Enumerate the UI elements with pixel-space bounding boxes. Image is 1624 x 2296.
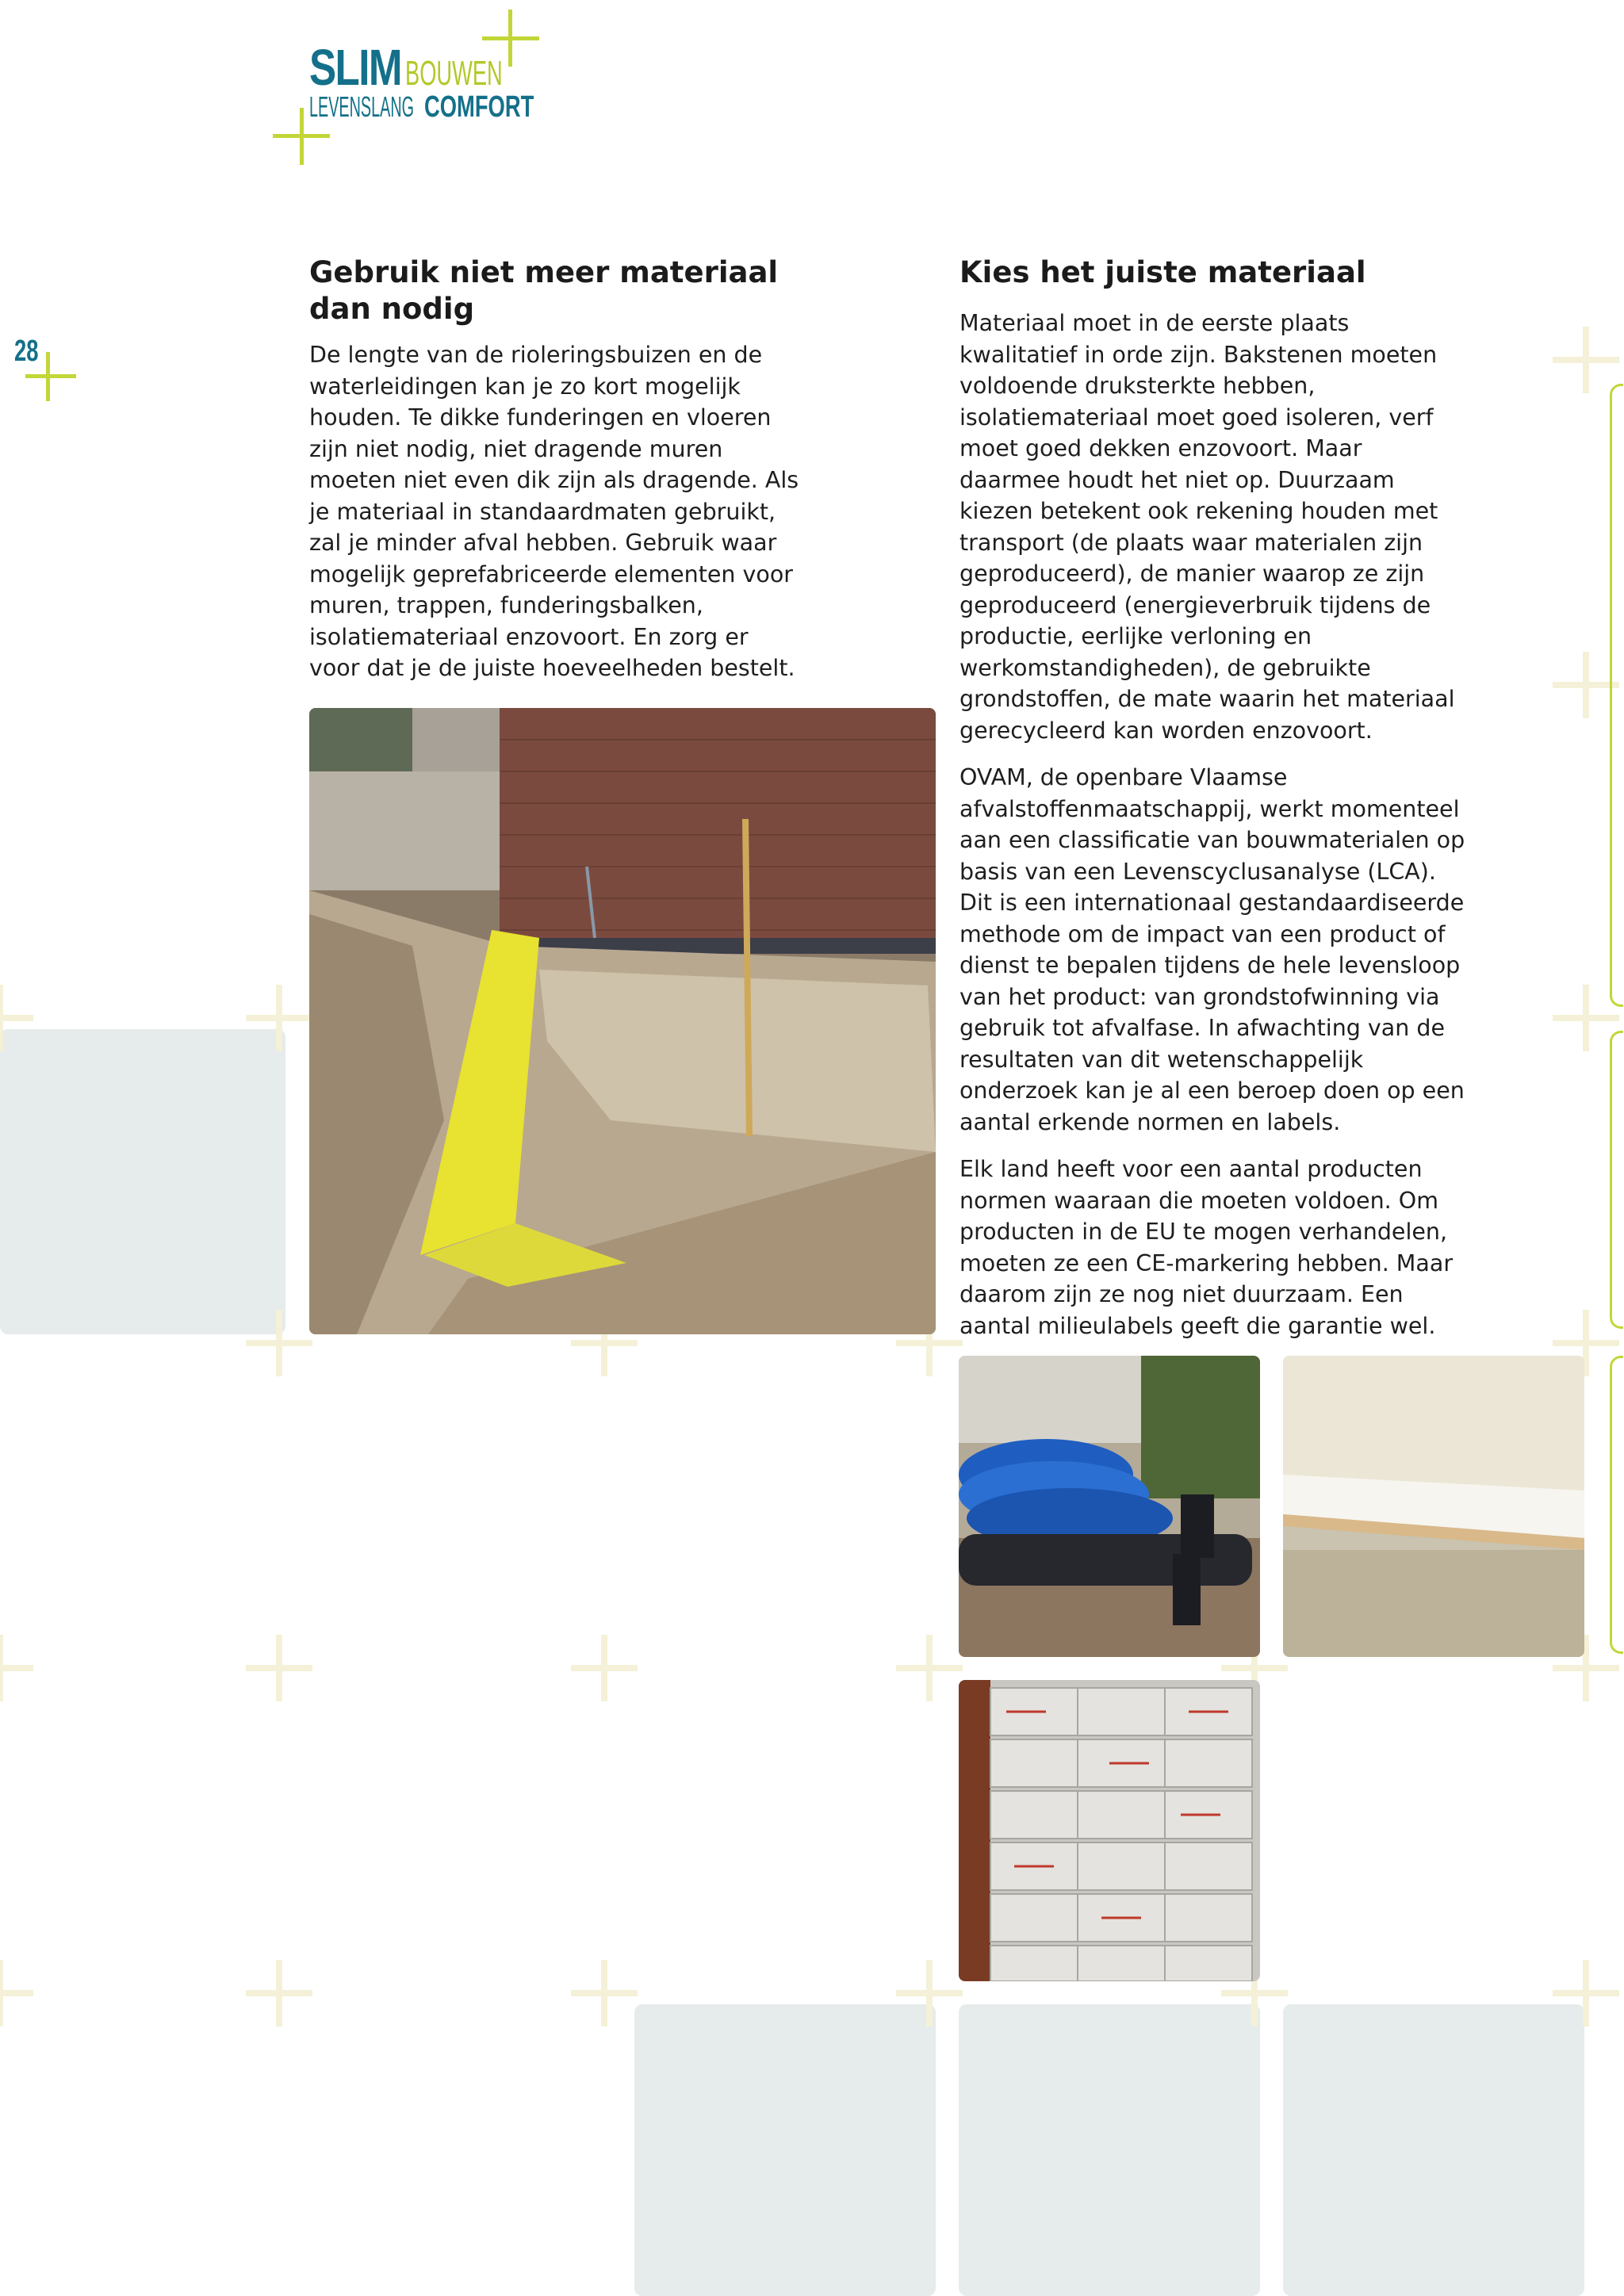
cross-decoration: [0, 1960, 33, 2026]
insulation-packs-photo: [959, 1680, 1260, 1981]
right-paragraph-2: OVAM, de openbare Vlaamse afvalstoffenmaatschappij, werkt momenteel aan een classificatie van bouwmaterialen op basis van een Levenscyclusanalyse (LCA). Dit is een internationaal gestandaardiseerde methode om de impact van een product of dienst te bepalen tijdens de hele levensloop van het product: van grondstofwinning via gebruik tot afvalfase. In afwachting van de resultaten van dit wetenschappelijk onderzoek kan je al een beroep doen op een aantal erkende normen en labels.: [959, 764, 1465, 1135]
cross-decoration: [571, 1635, 638, 1701]
cross-decoration: [246, 1310, 312, 1376]
panels-photo: [1283, 1356, 1584, 1657]
cross-decoration: [0, 1635, 33, 1701]
logo-line-2: [309, 90, 576, 124]
trench-photo: [309, 708, 936, 1334]
background-tile: [1283, 2004, 1584, 2296]
edge-tab-decoration: [1610, 1031, 1623, 1329]
cross-decoration: [1553, 1960, 1619, 2026]
background-tile: [634, 2004, 936, 2296]
logo-bouwen: BOUWEN: [404, 54, 503, 93]
cross-decoration: [896, 1635, 963, 1701]
left-paragraph: De lengte van de rioleringsbuizen en de waterleidingen kan je zo kort mogelijk houden. Te dikke funderingen en vloeren zijn niet nodig, niet dragende muren moeten niet even dik zijn als dragende. Als je materiaal in standaardmaten gebruikt, zal je minder afval hebben. Gebruik waar mogelijk geprefabriceerde elementen voor muren, trappen, funderingsbalken, isolatiemateriaal enzovoort. En zorg er voor dat je de juiste hoeveelheden bestelt.: [309, 342, 799, 681]
right-paragraph-3: Elk land heeft voor een aantal producten normen waaraan die moeten voldoen. Om producten in de EU te mogen verhandelen, moeten ze een CE-markering hebben. Maar daarom zijn ze nog niet duurzaam. Een aantal milieulabels geeft die garantie wel.: [959, 1156, 1454, 1339]
edge-tab-decoration: [1610, 384, 1623, 1007]
pipes-photo: [959, 1356, 1260, 1657]
page-number: [10, 323, 81, 403]
right-heading: Kies het juiste materiaal: [959, 255, 1366, 289]
right-text: [959, 308, 1467, 1357]
logo: [270, 8, 539, 166]
logo-line-1: [309, 38, 562, 97]
cross-decoration: [1553, 327, 1619, 393]
edge-tab-decoration: [1610, 1356, 1623, 1654]
logo-slim: SLIM: [309, 39, 401, 96]
cross-decoration: [896, 1960, 963, 2026]
cross-decoration: [246, 985, 312, 1051]
logo-comfort: COMFORT: [424, 90, 534, 124]
left-heading: Gebruik niet meer materiaal dan nodig: [309, 255, 779, 326]
cross-decoration: [571, 1960, 638, 2026]
cross-decoration: [0, 985, 33, 1051]
page-number-text: 28: [14, 335, 39, 368]
background-tile: [0, 1029, 285, 1334]
background-tile: [959, 2004, 1260, 2296]
cross-decoration: [246, 1635, 312, 1701]
logo-levenslang: LEVENSLANG: [309, 90, 415, 123]
right-paragraph-1: Materiaal moet in de eerste plaats kwalitatief in orde zijn. Bakstenen moeten voldoende druksterkte hebben, isolatiemateriaal moet goed isoleren, verf moet goed dekken enzovoort. Maar daarmee houdt het niet op. Duurzaam kiezen betekent ook rekening houden met transport (de plaats waar materialen zijn geproduceerd), de manier waarop ze zijn geproduceerd (energieverbruik tijdens de productie, eerlijke verloning en werkomstandigheden), de gebruikte grondstoffen, de mate waarin het materiaal gerecycleerd kan worden enzovoort.: [959, 310, 1455, 744]
cross-decoration: [246, 1960, 312, 2026]
left-text: [309, 339, 801, 700]
